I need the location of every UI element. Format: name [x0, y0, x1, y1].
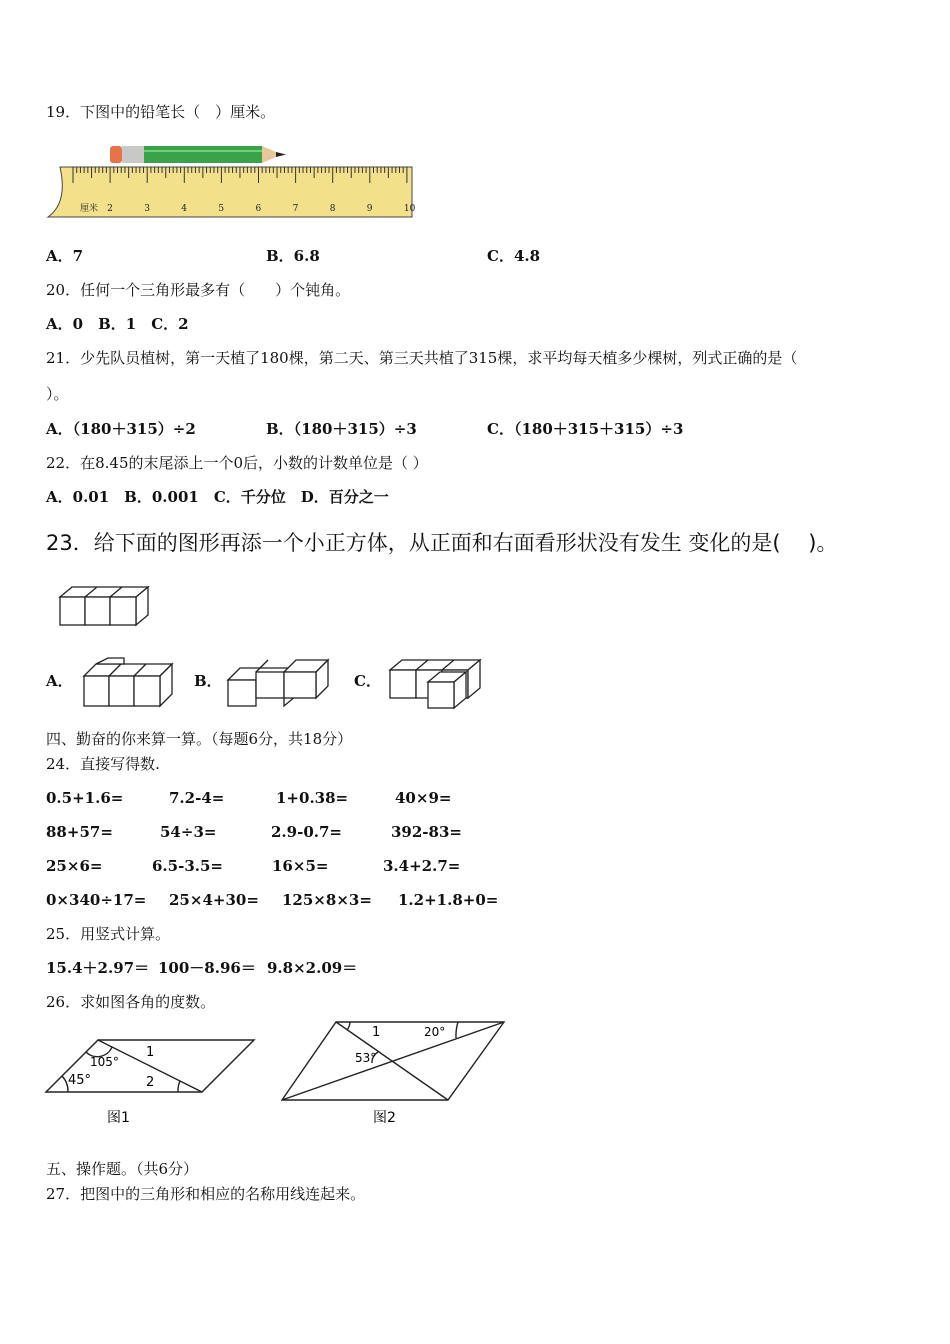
ruler-tick-label: 5	[218, 204, 225, 214]
q21-option-c[interactable]: C．（180＋315＋315）÷3	[487, 420, 684, 438]
q23-option-c[interactable]: C．	[354, 672, 381, 690]
fig1-label-1: 1	[146, 1045, 155, 1060]
ruler-pencil-figure	[46, 143, 416, 221]
cube-figure-option-c[interactable]	[388, 654, 484, 710]
cube-figure-option-a[interactable]	[80, 658, 176, 708]
ruler-tick-label: 9	[366, 204, 373, 214]
q21-stem-line2: ）。	[46, 385, 69, 403]
q25-stem: 25．用竖式计算。	[46, 925, 171, 943]
ruler-tick-label: 3	[144, 204, 150, 214]
angle-figure-2	[280, 1018, 508, 1128]
ruler-icon	[48, 167, 416, 217]
q19-option-b[interactable]: B．6.8	[266, 247, 320, 265]
cube-figure-original	[58, 583, 154, 629]
fig2-label-53: 53°	[355, 1051, 377, 1065]
q19-stem: 19．下图中的铅笔长（ ）厘米。	[46, 103, 276, 121]
q22-stem: 22．在8.45的末尾添上一个0后，小数的计数单位是（ ）	[46, 454, 428, 472]
q22-options[interactable]: A．0.01 B．0.001 C．千分位 D．百分之一	[46, 488, 389, 506]
q23-stem: 23．给下面的图形再添一个小正方体，从正面和右面看形状没有发生 变化的是( )。	[46, 531, 838, 555]
cube-figure-option-b[interactable]	[226, 652, 332, 708]
q19-option-c[interactable]: C．4.8	[487, 247, 541, 265]
q25-item-3: 9.8×2.09＝	[267, 959, 358, 977]
section5-title: 五、操作题。（共6分）	[46, 1160, 199, 1178]
q24-stem: 24．直接写得数.	[46, 755, 160, 773]
q21-stem-line1: 21．少先队员植树，第一天植了180棵，第二天、第三天共植了315棵，求平均每天植多少棵树，列式正确的是（	[46, 349, 798, 367]
q24-r1-c2: 7.2-4=	[169, 789, 225, 807]
q24-r3-c1: 25×6=	[46, 857, 103, 875]
q24-r4-c3: 125×8×3=	[282, 891, 372, 909]
ruler-tick-label: 8	[329, 204, 336, 214]
q23-option-b[interactable]: B．	[194, 672, 222, 690]
q24-r2-c1: 88+57=	[46, 823, 113, 841]
q24-r4-c1: 0×340÷17=	[46, 891, 147, 909]
q24-r2-c4: 392-83=	[391, 823, 462, 841]
q24-r3-c3: 16×5=	[272, 857, 329, 875]
q21-option-a[interactable]: A．（180＋315）÷2	[46, 420, 196, 438]
fig2-label-20: 20°	[424, 1025, 446, 1039]
ruler-tick-label: 7	[292, 204, 299, 214]
ruler-unit: 厘米	[80, 204, 99, 214]
q24-r2-c3: 2.9-0.7=	[271, 823, 342, 841]
q24-r1-c3: 1+0.38=	[276, 789, 349, 807]
q24-r1-c4: 40×9=	[395, 789, 452, 807]
q26-stem: 26．求如图各角的度数。	[46, 993, 216, 1011]
q19-option-a[interactable]: A．7	[46, 247, 84, 265]
q20-options[interactable]: A．0 B．1 C．2	[46, 315, 189, 333]
ruler-tick-label: 4	[181, 204, 188, 214]
q24-r3-c4: 3.4+2.7=	[383, 857, 461, 875]
q24-r2-c2: 54÷3=	[160, 823, 217, 841]
q21-option-b[interactable]: B．（180＋315）÷3	[266, 420, 417, 438]
fig1-label-105: 105°	[90, 1055, 119, 1069]
ruler-tick-label: 6	[255, 204, 262, 214]
q24-r4-c4: 1.2+1.8+0=	[398, 891, 499, 909]
fig2-label-1: 1	[372, 1025, 381, 1040]
ruler-tick-label: 2	[107, 204, 113, 214]
section4-title: 四、勤奋的你来算一算。（每题6分，共18分）	[46, 730, 353, 748]
q27-stem: 27．把图中的三角形和相应的名称用线连起来。	[46, 1185, 366, 1203]
fig1-caption: 图1	[107, 1110, 130, 1126]
q20-stem: 20．任何一个三角形最多有（ ）个钝角。	[46, 281, 351, 299]
q24-r4-c2: 25×4+30=	[169, 891, 259, 909]
q24-r1-c1: 0.5+1.6=	[46, 789, 124, 807]
fig2-caption: 图2	[373, 1110, 396, 1126]
q24-r3-c2: 6.5-3.5=	[152, 857, 223, 875]
ruler-tick-label: 10	[403, 204, 416, 214]
angle-figure-1	[44, 1036, 258, 1128]
pencil-icon	[110, 146, 286, 163]
q23-option-a[interactable]: A．	[46, 672, 73, 690]
q25-item-1: 15.4＋2.97＝	[46, 959, 150, 977]
fig1-label-2: 2	[146, 1075, 155, 1090]
fig1-label-45: 45°	[68, 1073, 92, 1088]
q25-item-2: 100－8.96＝	[158, 959, 256, 977]
